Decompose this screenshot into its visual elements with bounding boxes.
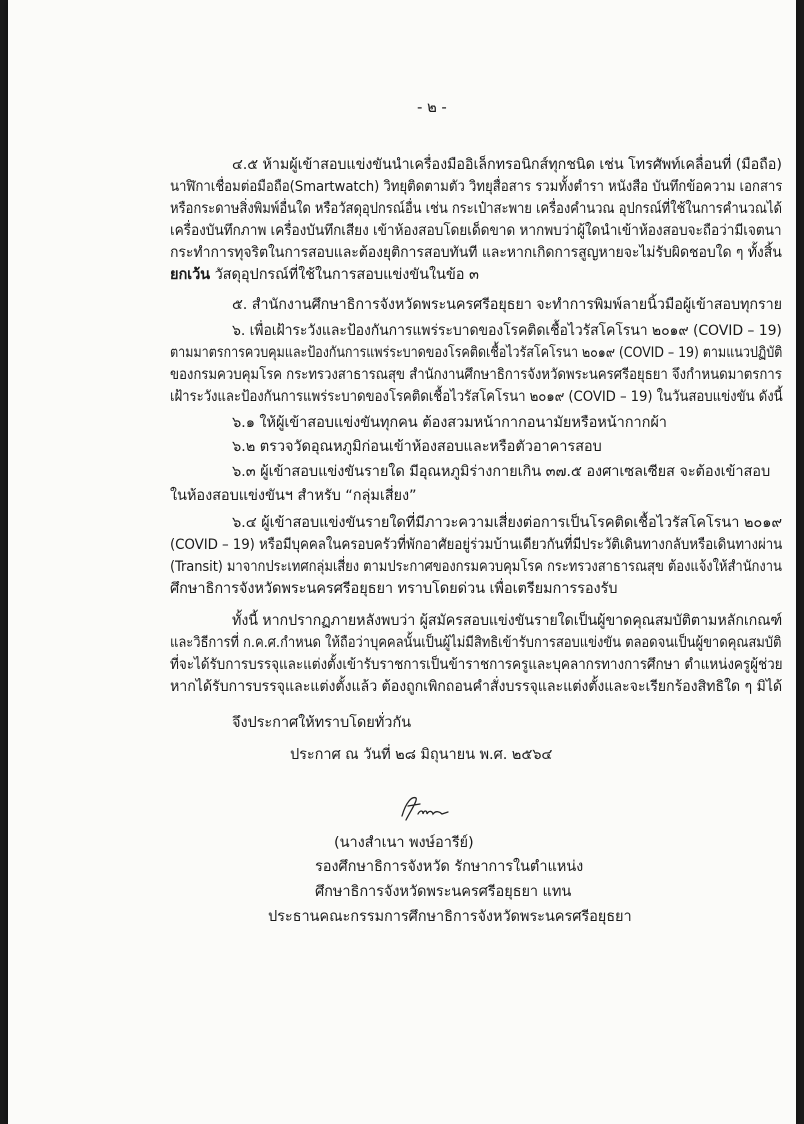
document-page <box>8 0 796 1124</box>
clause-6-3-line-2: ในห้องสอบแข่งขันฯ สำหรับ “กลุ่มเสี่ยง” <box>170 487 417 504</box>
clause-6-2: ๖.๒ ตรวจวัดอุณหภูมิก่อนเข้าห้องสอบและหรือตัวอาคารสอบ <box>232 438 602 455</box>
clause-6-line-4: เฝ้าระวังและป้องกันการแพร่ระบาดของโรคติดเชื้อไวรัสโคโรนา ๒๐๑๙ (COVID – 19) ในวันสอบแข่งขัน ดังนี้ <box>170 388 783 405</box>
closing-line-4: หากได้รับการบรรจุและแต่งตั้งแล้ว ต้องถูกเพิกถอนคำสั่งบรรจุและแต่งตั้งและจะเรียกร้องสิทธิใด ๆ มิได้ <box>170 678 783 695</box>
signer-position-3: ประธานคณะกรรมการศึกษาธิการจังหวัดพระนครศรีอยุธยา <box>268 908 632 925</box>
clause-4-5-line-5: กระทำการทุจริตในการสอบและต้องยุติการสอบทันที และหากเกิดการสูญหายจะไม่รับผิดชอบใด ๆ ทั้งสิ้น <box>170 244 782 261</box>
signer-position-1: รองศึกษาธิการจังหวัด รักษาการในตำแหน่ง <box>315 858 584 875</box>
clause-4-5-line-6 <box>170 265 479 285</box>
signer-name: (นางสำเนา พงษ์อารีย์) <box>334 834 474 851</box>
date-line: ประกาศ ณ วันที่ ๒๘ มิถุนายน พ.ศ. ๒๕๖๔ <box>290 746 553 763</box>
clause-6-4-line-4: ศึกษาธิการจังหวัดพระนครศรีอยุธยา ทราบโดยด่วน เพื่อเตรียมการรองรับ <box>170 580 618 597</box>
closing-line-2: และวิธีการที่ ก.ค.ศ.กำหนด ให้ถือว่าบุคคลนั้นเป็นผู้ไม่มีสิทธิเข้ารับการสอบแข่งขัน ตลอดจนเป็นผู้ขาดคุณสมบัติ <box>170 634 782 651</box>
clause-5: ๕. สำนักงานศึกษาธิการจังหวัดพระนครศรีอยุธยา จะทำการพิมพ์ลายนิ้วมือผู้เข้าสอบทุกราย <box>232 296 783 313</box>
clause-6-4-line-2: (COVID – 19) หรือมีบุคคลในครอบครัวที่พักอาศัยอยู่ร่วมบ้านเดียวกันที่มีประวัติเดินทางกลับหรือเดินทางผ่าน <box>170 536 783 553</box>
page-number: - ๒ - <box>417 98 447 116</box>
signer-position-2: ศึกษาธิการจังหวัดพระนครศรีอยุธยา แทน <box>315 883 572 900</box>
clause-4-5-line-2: นาฬิกาเชื่อมต่อมือถือ(Smartwatch) วิทยุติดตามตัว วิทยุสื่อสาร รวมทั้งตำรา หนังสือ บันทึกข้อความ เอกสาร <box>170 178 783 195</box>
clause-6-1: ๖.๑ ให้ผู้เข้าสอบแข่งขันทุกคน ต้องสวมหน้ากากอนามัยหรือหน้ากากผ้า <box>232 414 667 431</box>
clause-6-4-line-1: ๖.๔ ผู้เข้าสอบแข่งขันรายใดที่มีภาวะความเสี่ยงต่อการเป็นโรคติดเชื้อไวรัสโคโรนา ๒๐๑๙ <box>232 514 782 531</box>
except-label: ยกเว้น <box>170 266 211 283</box>
closing-line-1: ทั้งนี้ หากปรากฏภายหลังพบว่า ผู้สมัครสอบแข่งขันรายใดเป็นผู้ขาดคุณสมบัติตามหลักเกณฑ์ <box>232 612 783 629</box>
except-text: วัสดุอุปกรณ์ที่ใช้ในการสอบแข่งขันในข้อ ๓ <box>210 266 479 283</box>
announce-line: จึงประกาศให้ทราบโดยทั่วกัน <box>232 714 411 731</box>
clause-6-4-line-3: (Transit) มาจากประเทศกลุ่มเสี่ยง ตามประกาศของกรมควบคุมโรค กระทรวงสาธารณสุข ต้องแจ้งให้สำนักงาน <box>170 558 782 575</box>
closing-line-3: ที่จะได้รับการบรรจุและแต่งตั้งเข้ารับราชการเป็นข้าราชการครูและบุคลากรทางการศึกษา ตำแหน่งครูผู้ช่วย <box>170 656 783 673</box>
clause-4-5-line-4: เครื่องบันทึกภาพ เครื่องบันทึกเสียง เข้าห้องสอบโดยเด็ดขาด หากพบว่าผู้ใดนำเข้าห้องสอบจะถือว่ามีเจตนา <box>170 222 782 239</box>
clause-6-3-line-1: ๖.๓ ผู้เข้าสอบแข่งขันรายใด มีอุณหภูมิร่างกายเกิน ๓๗.๕ องศาเซลเซียส จะต้องเข้าสอบ <box>232 463 771 480</box>
clause-4-5-line-3: หรือกระดาษสิ่งพิมพ์อื่นใด หรือวัสดุอุปกรณ์อื่น เช่น กระเป๋าสะพาย เครื่องคำนวณ อุปกรณ์ที่ใช้ในการคำนวณได้ <box>170 200 782 217</box>
clause-6-line-1: ๖. เพื่อเฝ้าระวังและป้องกันการแพร่ระบาดของโรคติดเชื้อไวรัสโคโรนา ๒๐๑๙ (COVID – 19) <box>232 322 782 339</box>
clause-6-line-3: ของกรมควบคุมโรค กระทรวงสาธารณสุข สำนักงานศึกษาธิการจังหวัดพระนครศรีอยุธยา จึงกำหนดมาตรการ <box>170 366 782 383</box>
handwritten-signature <box>396 792 456 828</box>
clause-6-line-2: ตามมาตรการควบคุมและป้องกันการแพร่ระบาดของโรคติดเชื้อไวรัสโคโรนา ๒๐๑๙ (COVID – 19) ตามแนวปฏิบัติ <box>170 344 783 361</box>
clause-4-5-line-1: ๔.๕ ห้ามผู้เข้าสอบแข่งขันนำเครื่องมืออิเล็กทรอนิกส์ทุกชนิด เช่น โทรศัพท์เคลื่อนที่ (มือถือ) <box>232 156 782 173</box>
